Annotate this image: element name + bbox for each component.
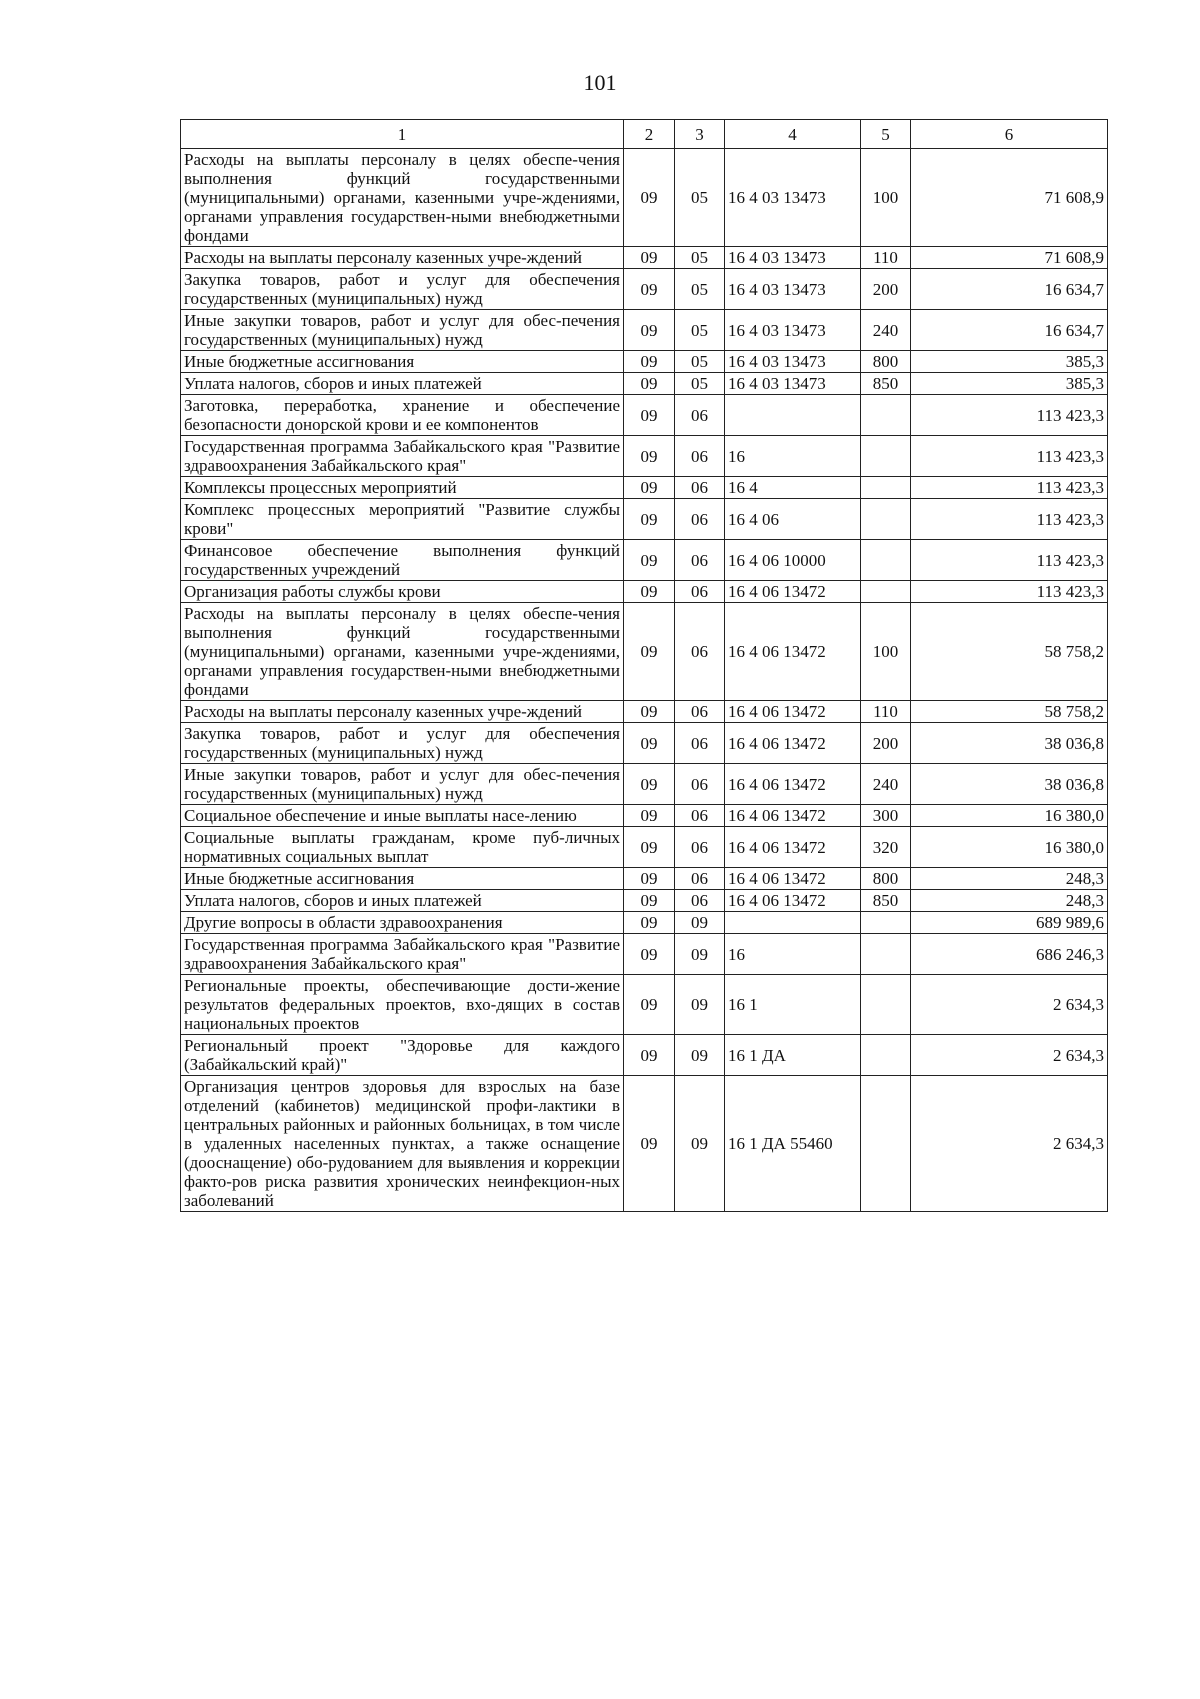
table-header bbox=[181, 120, 1108, 149]
table-row bbox=[181, 1035, 1108, 1076]
table-row bbox=[181, 477, 1108, 499]
row-target-code-cell: 16 4 bbox=[725, 477, 861, 499]
row-amount-cell: 113 423,3 bbox=[911, 477, 1108, 499]
header-col-4: 4 bbox=[725, 120, 861, 149]
row-expense-type-cell bbox=[861, 540, 911, 581]
row-section-cell: 09 bbox=[624, 149, 675, 247]
row-name-cell: Уплата налогов, сборов и иных платежей bbox=[181, 890, 624, 912]
row-subsection-cell: 06 bbox=[675, 395, 725, 436]
row-section-cell: 09 bbox=[624, 868, 675, 890]
table-row bbox=[181, 247, 1108, 269]
row-section-cell: 09 bbox=[624, 723, 675, 764]
table-row bbox=[181, 1076, 1108, 1212]
row-section-cell: 09 bbox=[624, 351, 675, 373]
table-body bbox=[181, 149, 1108, 1212]
row-expense-type-cell bbox=[861, 395, 911, 436]
row-subsection-cell: 06 bbox=[675, 868, 725, 890]
header-col-6: 6 bbox=[911, 120, 1108, 149]
row-amount-cell: 16 634,7 bbox=[911, 269, 1108, 310]
row-expense-type-cell: 110 bbox=[861, 701, 911, 723]
row-amount-cell: 58 758,2 bbox=[911, 603, 1108, 701]
row-name-cell: Заготовка, переработка, хранение и обеспечение безопасности донорской крови и ее компонентов bbox=[181, 395, 624, 436]
row-name-cell: Организация центров здоровья для взрослых на базе отделений (кабинетов) медицинской профи-лактики в центральных районных и районных больницах, в том числе в удаленных населенных пунктах, а также оснащение (дооснащение) обо-рудованием для выявления и коррекции факто-ров риска развития хронических неинфекцион-ных заболеваний bbox=[181, 1076, 624, 1212]
row-name-cell: Социальное обеспечение и иные выплаты насе-лению bbox=[181, 805, 624, 827]
row-amount-cell: 689 989,6 bbox=[911, 912, 1108, 934]
row-amount-cell: 113 423,3 bbox=[911, 436, 1108, 477]
table-row bbox=[181, 373, 1108, 395]
row-name-cell: Иные закупки товаров, работ и услуг для обес-печения государственных (муниципальных) нужд bbox=[181, 310, 624, 351]
row-name-cell: Расходы на выплаты персоналу казенных учре-ждений bbox=[181, 247, 624, 269]
row-expense-type-cell bbox=[861, 1035, 911, 1076]
row-name-cell: Государственная программа Забайкальского края "Развитие здравоохранения Забайкальского края" bbox=[181, 934, 624, 975]
row-name-cell: Организация работы службы крови bbox=[181, 581, 624, 603]
table-row bbox=[181, 827, 1108, 868]
row-target-code-cell: 16 4 03 13473 bbox=[725, 149, 861, 247]
row-name-cell: Другие вопросы в области здравоохранения bbox=[181, 912, 624, 934]
row-section-cell: 09 bbox=[624, 269, 675, 310]
row-section-cell: 09 bbox=[624, 701, 675, 723]
table-row bbox=[181, 269, 1108, 310]
row-amount-cell: 385,3 bbox=[911, 351, 1108, 373]
row-name-cell: Расходы на выплаты персоналу в целях обеспе-чения выполнения функций государственными (муниципальными) органами, казенными учре-ждениями, органами управления государствен-ными внебюджетными фондами bbox=[181, 149, 624, 247]
row-target-code-cell: 16 4 06 bbox=[725, 499, 861, 540]
table-row bbox=[181, 581, 1108, 603]
row-amount-cell: 38 036,8 bbox=[911, 764, 1108, 805]
row-section-cell: 09 bbox=[624, 890, 675, 912]
table-row bbox=[181, 890, 1108, 912]
row-amount-cell: 686 246,3 bbox=[911, 934, 1108, 975]
row-subsection-cell: 06 bbox=[675, 805, 725, 827]
row-subsection-cell: 06 bbox=[675, 701, 725, 723]
row-target-code-cell: 16 1 bbox=[725, 975, 861, 1035]
row-name-cell: Региональный проект "Здоровье для каждого (Забайкальский край)" bbox=[181, 1035, 624, 1076]
row-subsection-cell: 06 bbox=[675, 477, 725, 499]
header-col-3: 3 bbox=[675, 120, 725, 149]
row-amount-cell: 248,3 bbox=[911, 868, 1108, 890]
row-subsection-cell: 09 bbox=[675, 934, 725, 975]
row-target-code-cell: 16 4 03 13473 bbox=[725, 269, 861, 310]
row-expense-type-cell: 320 bbox=[861, 827, 911, 868]
row-expense-type-cell bbox=[861, 581, 911, 603]
table-row bbox=[181, 868, 1108, 890]
row-amount-cell: 16 380,0 bbox=[911, 805, 1108, 827]
row-target-code-cell: 16 4 06 13472 bbox=[725, 723, 861, 764]
row-expense-type-cell: 800 bbox=[861, 868, 911, 890]
row-subsection-cell: 05 bbox=[675, 247, 725, 269]
row-expense-type-cell: 850 bbox=[861, 373, 911, 395]
row-target-code-cell: 16 4 06 13472 bbox=[725, 868, 861, 890]
row-target-code-cell: 16 1 ДА bbox=[725, 1035, 861, 1076]
row-amount-cell: 16 634,7 bbox=[911, 310, 1108, 351]
row-amount-cell: 71 608,9 bbox=[911, 149, 1108, 247]
row-section-cell: 09 bbox=[624, 805, 675, 827]
row-subsection-cell: 09 bbox=[675, 912, 725, 934]
table-row bbox=[181, 436, 1108, 477]
row-amount-cell: 71 608,9 bbox=[911, 247, 1108, 269]
row-amount-cell: 113 423,3 bbox=[911, 499, 1108, 540]
row-target-code-cell: 16 4 03 13473 bbox=[725, 247, 861, 269]
header-col-5: 5 bbox=[861, 120, 911, 149]
row-target-code-cell: 16 4 06 13472 bbox=[725, 701, 861, 723]
row-section-cell: 09 bbox=[624, 764, 675, 805]
row-amount-cell: 248,3 bbox=[911, 890, 1108, 912]
budget-table bbox=[180, 119, 1108, 1212]
table-row bbox=[181, 540, 1108, 581]
row-target-code-cell: 16 4 06 10000 bbox=[725, 540, 861, 581]
row-name-cell: Социальные выплаты гражданам, кроме пуб-личных нормативных социальных выплат bbox=[181, 827, 624, 868]
header-col-2: 2 bbox=[624, 120, 675, 149]
table-row bbox=[181, 149, 1108, 247]
row-subsection-cell: 09 bbox=[675, 975, 725, 1035]
table-row bbox=[181, 764, 1108, 805]
header-row bbox=[181, 120, 1108, 149]
row-section-cell: 09 bbox=[624, 310, 675, 351]
row-section-cell: 09 bbox=[624, 395, 675, 436]
row-section-cell: 09 bbox=[624, 499, 675, 540]
row-expense-type-cell: 240 bbox=[861, 764, 911, 805]
row-section-cell: 09 bbox=[624, 934, 675, 975]
row-subsection-cell: 09 bbox=[675, 1035, 725, 1076]
row-expense-type-cell bbox=[861, 975, 911, 1035]
row-target-code-cell: 16 4 06 13472 bbox=[725, 890, 861, 912]
row-target-code-cell bbox=[725, 395, 861, 436]
row-target-code-cell: 16 4 06 13472 bbox=[725, 764, 861, 805]
row-name-cell: Расходы на выплаты персоналу в целях обеспе-чения выполнения функций государственными (муниципальными) органами, казенными учре-ждениями, органами управления государствен-ными внебюджетными фондами bbox=[181, 603, 624, 701]
row-section-cell: 09 bbox=[624, 975, 675, 1035]
row-expense-type-cell bbox=[861, 934, 911, 975]
row-expense-type-cell: 300 bbox=[861, 805, 911, 827]
row-amount-cell: 16 380,0 bbox=[911, 827, 1108, 868]
row-subsection-cell: 06 bbox=[675, 540, 725, 581]
row-amount-cell: 58 758,2 bbox=[911, 701, 1108, 723]
row-expense-type-cell: 110 bbox=[861, 247, 911, 269]
row-amount-cell: 113 423,3 bbox=[911, 581, 1108, 603]
row-name-cell: Государственная программа Забайкальского края "Развитие здравоохранения Забайкальского края" bbox=[181, 436, 624, 477]
row-subsection-cell: 06 bbox=[675, 581, 725, 603]
row-target-code-cell: 16 bbox=[725, 436, 861, 477]
row-amount-cell: 2 634,3 bbox=[911, 1035, 1108, 1076]
row-target-code-cell: 16 4 03 13473 bbox=[725, 310, 861, 351]
table-row bbox=[181, 499, 1108, 540]
row-subsection-cell: 06 bbox=[675, 499, 725, 540]
row-amount-cell: 2 634,3 bbox=[911, 975, 1108, 1035]
table-row bbox=[181, 395, 1108, 436]
row-name-cell: Иные бюджетные ассигнования bbox=[181, 351, 624, 373]
row-target-code-cell: 16 4 03 13473 bbox=[725, 351, 861, 373]
row-subsection-cell: 05 bbox=[675, 373, 725, 395]
row-name-cell: Региональные проекты, обеспечивающие дости-жение результатов федеральных проектов, вхо-дящих в состав национальных проектов bbox=[181, 975, 624, 1035]
row-subsection-cell: 05 bbox=[675, 310, 725, 351]
row-amount-cell: 113 423,3 bbox=[911, 395, 1108, 436]
row-section-cell: 09 bbox=[624, 436, 675, 477]
row-expense-type-cell: 850 bbox=[861, 890, 911, 912]
row-name-cell: Закупка товаров, работ и услуг для обеспечения государственных (муниципальных) нужд bbox=[181, 723, 624, 764]
row-name-cell: Уплата налогов, сборов и иных платежей bbox=[181, 373, 624, 395]
row-section-cell: 09 bbox=[624, 827, 675, 868]
row-amount-cell: 113 423,3 bbox=[911, 540, 1108, 581]
table-row bbox=[181, 912, 1108, 934]
table-row bbox=[181, 975, 1108, 1035]
row-target-code-cell: 16 4 06 13472 bbox=[725, 581, 861, 603]
row-section-cell: 09 bbox=[624, 373, 675, 395]
row-name-cell: Финансовое обеспечение выполнения функций государственных учреждений bbox=[181, 540, 624, 581]
row-section-cell: 09 bbox=[624, 1076, 675, 1212]
header-col-1: 1 bbox=[181, 120, 624, 149]
row-amount-cell: 385,3 bbox=[911, 373, 1108, 395]
table-row bbox=[181, 351, 1108, 373]
row-expense-type-cell: 240 bbox=[861, 310, 911, 351]
row-expense-type-cell: 200 bbox=[861, 269, 911, 310]
row-target-code-cell: 16 4 06 13472 bbox=[725, 603, 861, 701]
row-section-cell: 09 bbox=[624, 1035, 675, 1076]
row-target-code-cell: 16 4 06 13472 bbox=[725, 827, 861, 868]
row-subsection-cell: 05 bbox=[675, 351, 725, 373]
row-name-cell: Закупка товаров, работ и услуг для обеспечения государственных (муниципальных) нужд bbox=[181, 269, 624, 310]
row-section-cell: 09 bbox=[624, 477, 675, 499]
row-subsection-cell: 06 bbox=[675, 764, 725, 805]
row-section-cell: 09 bbox=[624, 912, 675, 934]
table-row bbox=[181, 805, 1108, 827]
row-target-code-cell: 16 1 ДА 55460 bbox=[725, 1076, 861, 1212]
row-expense-type-cell: 200 bbox=[861, 723, 911, 764]
table-row bbox=[181, 701, 1108, 723]
row-amount-cell: 38 036,8 bbox=[911, 723, 1108, 764]
table-row bbox=[181, 723, 1108, 764]
row-subsection-cell: 09 bbox=[675, 1076, 725, 1212]
row-section-cell: 09 bbox=[624, 540, 675, 581]
table-row bbox=[181, 310, 1108, 351]
page-number: 101 bbox=[583, 70, 617, 95]
row-expense-type-cell bbox=[861, 912, 911, 934]
row-section-cell: 09 bbox=[624, 581, 675, 603]
row-section-cell: 09 bbox=[624, 603, 675, 701]
row-expense-type-cell bbox=[861, 436, 911, 477]
row-name-cell: Расходы на выплаты персоналу казенных учре-ждений bbox=[181, 701, 624, 723]
row-expense-type-cell bbox=[861, 477, 911, 499]
row-subsection-cell: 06 bbox=[675, 436, 725, 477]
row-expense-type-cell bbox=[861, 1076, 911, 1212]
row-target-code-cell bbox=[725, 912, 861, 934]
row-subsection-cell: 06 bbox=[675, 723, 725, 764]
row-subsection-cell: 06 bbox=[675, 603, 725, 701]
row-expense-type-cell bbox=[861, 499, 911, 540]
row-target-code-cell: 16 4 03 13473 bbox=[725, 373, 861, 395]
row-name-cell: Комплекс процессных мероприятий "Развитие службы крови" bbox=[181, 499, 624, 540]
row-target-code-cell: 16 4 06 13472 bbox=[725, 805, 861, 827]
table-row bbox=[181, 934, 1108, 975]
row-expense-type-cell: 800 bbox=[861, 351, 911, 373]
row-subsection-cell: 06 bbox=[675, 827, 725, 868]
row-name-cell: Иные закупки товаров, работ и услуг для обес-печения государственных (муниципальных) нужд bbox=[181, 764, 624, 805]
row-section-cell: 09 bbox=[624, 247, 675, 269]
row-name-cell: Комплексы процессных мероприятий bbox=[181, 477, 624, 499]
row-subsection-cell: 06 bbox=[675, 890, 725, 912]
row-amount-cell: 2 634,3 bbox=[911, 1076, 1108, 1212]
row-expense-type-cell: 100 bbox=[861, 603, 911, 701]
row-expense-type-cell: 100 bbox=[861, 149, 911, 247]
row-name-cell: Иные бюджетные ассигнования bbox=[181, 868, 624, 890]
row-target-code-cell: 16 bbox=[725, 934, 861, 975]
row-subsection-cell: 05 bbox=[675, 269, 725, 310]
table-row bbox=[181, 603, 1108, 701]
row-subsection-cell: 05 bbox=[675, 149, 725, 247]
